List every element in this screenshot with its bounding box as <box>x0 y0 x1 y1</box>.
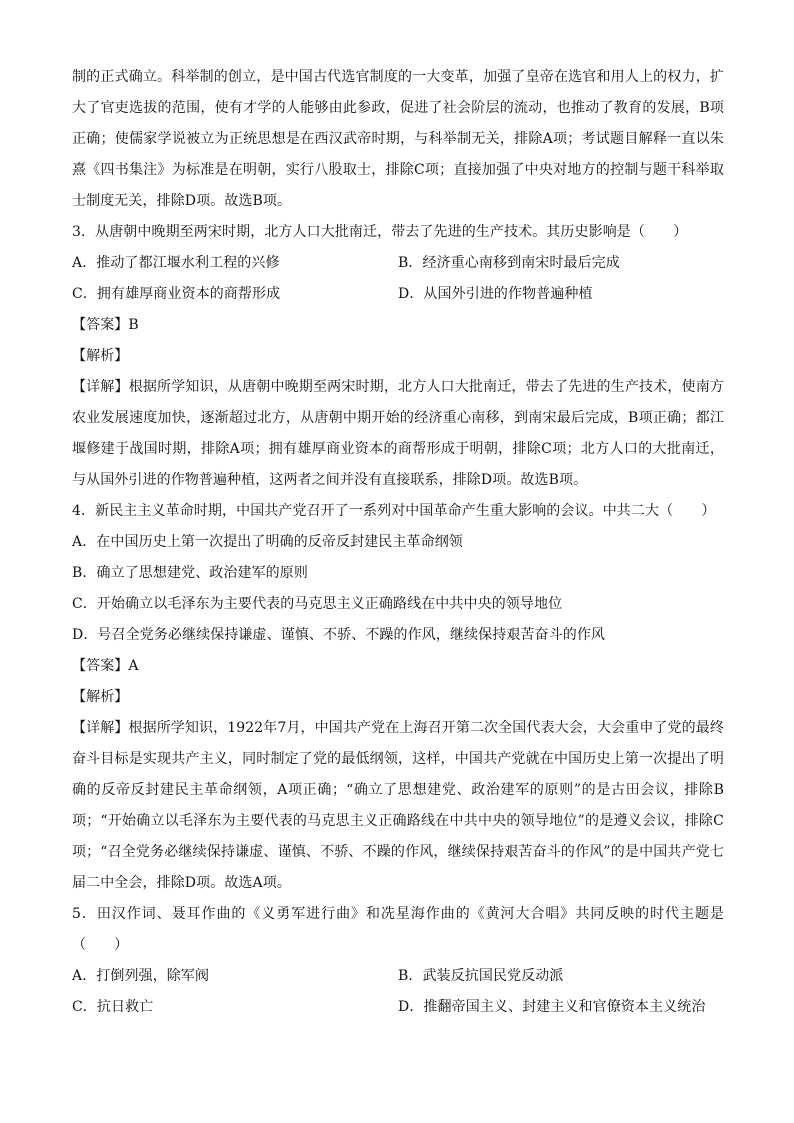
question-3-option-b: B．经济重心南移到南宋时最后完成 <box>398 255 620 271</box>
question-5-stem: 5．田汉作词、聂耳作曲的《义勇军进行曲》和冼星海作曲的《黄河大合唱》共同反映的时代主题是（ ） <box>72 906 724 953</box>
question-4-stem: 4．新民主主义革命时期，中国共产党召开了一系列对中国革命产生重大影响的会议。中共二大（ ） <box>72 503 716 519</box>
question-5-option-c: C．抗日救亡 <box>72 999 154 1015</box>
question-4-option-c: C．开始确立以毛泽东为主要代表的马克思主义正确路线在中共中央的领导地位 <box>72 596 563 612</box>
question-4-options <box>72 527 724 651</box>
question-4-analysis-label: 【解析】 <box>72 689 129 705</box>
question-4-option-a: A．在中国历史上第一次提出了明确的反帝反封建民主革命纲领 <box>72 534 463 550</box>
document-page <box>72 62 724 1023</box>
question-4-detail: 【详解】根据所学知识，1922年7月，中国共产党在上海召开第二次全国代表大会，大会重申了党的最终奋斗目标是实现共产主义，同时制定了党的最低纲领，这样，中国共产党就在中国历史上第一次提出了明确的反帝反封建民主革命纲领，A项正确；“确立了思想建党、政治建军的原则”的是古田会议，排除B项；“开始确立以毛泽东为主要代表的马克思主义正确路线在中共中央的领导地位”的是遵义会议，排除C项；“召全党务必继续保持谦虚、谨慎、不骄、不躁的作风，继续保持艰苦奋斗的作风”的是中国共产党七届二中全会，排除D项。故选A项。 <box>72 720 724 891</box>
intro-paragraph: 制的正式确立。科举制的创立，是中国古代选官制度的一大变革，加强了皇帝在选官和用人上的权力，扩大了官吏选拔的范围，使有才学的人能够由此参政，促进了社会阶层的流动，也推动了教育的发展，B项正确；使儒家学说被立为正统思想是在西汉武帝时期，与科举制无关，排除A项；考试题目解释一直以朱熹《四书集注》为标准是在明朝，实行八股取士，排除C项；直接加强了中央对地方的控制与题干科举取士制度无关，排除D项。故选B项。 <box>72 69 724 209</box>
question-3-option-a: A．推动了都江堰水利工程的兴修 <box>72 255 280 271</box>
question-5-option-a: A．打倒列强，除军阀 <box>72 968 210 984</box>
question-5-options <box>72 961 724 1023</box>
question-4-option-d: D．号召全党务必继续保持谦虚、谨慎、不骄、不躁的作风，继续保持艰苦奋斗的作风 <box>72 627 606 643</box>
question-3-detail: 【详解】根据所学知识，从唐朝中晚期至两宋时期，北方人口大批南迁，带去了先进的生产技术，使南方农业发展速度加快，逐渐超过北方，从唐朝中期开始的经济重心南移，到南宋最后完成，B项正确；都江堰修建于战国时期，排除A项；拥有雄厚商业资本的商帮形成于明朝，排除C项；北方人口的大批南迁，与从国外引进的作物普遍种植，这两者之间并没有直接联系，排除D项。故选B项。 <box>72 379 724 488</box>
question-3-option-c: C．拥有雄厚商业资本的商帮形成 <box>72 286 281 302</box>
question-5-option-b: B．武装反抗国民党反动派 <box>398 968 564 984</box>
question-3-stem: 3．从唐朝中晚期至两宋时期，北方人口大批南迁，带去了先进的生产技术。其历史影响是（ ） <box>72 224 688 240</box>
question-3-analysis-label: 【解析】 <box>72 348 129 364</box>
question-3-options <box>72 248 724 310</box>
question-5-option-d: D．推翻帝国主义、封建主义和官僚资本主义统治 <box>398 999 706 1015</box>
question-4-option-b: B．确立了思想建党、政治建军的原则 <box>72 565 308 581</box>
question-3-option-d: D．从国外引进的作物普遍种植 <box>398 286 593 302</box>
question-4-answer: 【答案】A <box>72 658 139 674</box>
question-3-answer: 【答案】B <box>72 317 139 333</box>
